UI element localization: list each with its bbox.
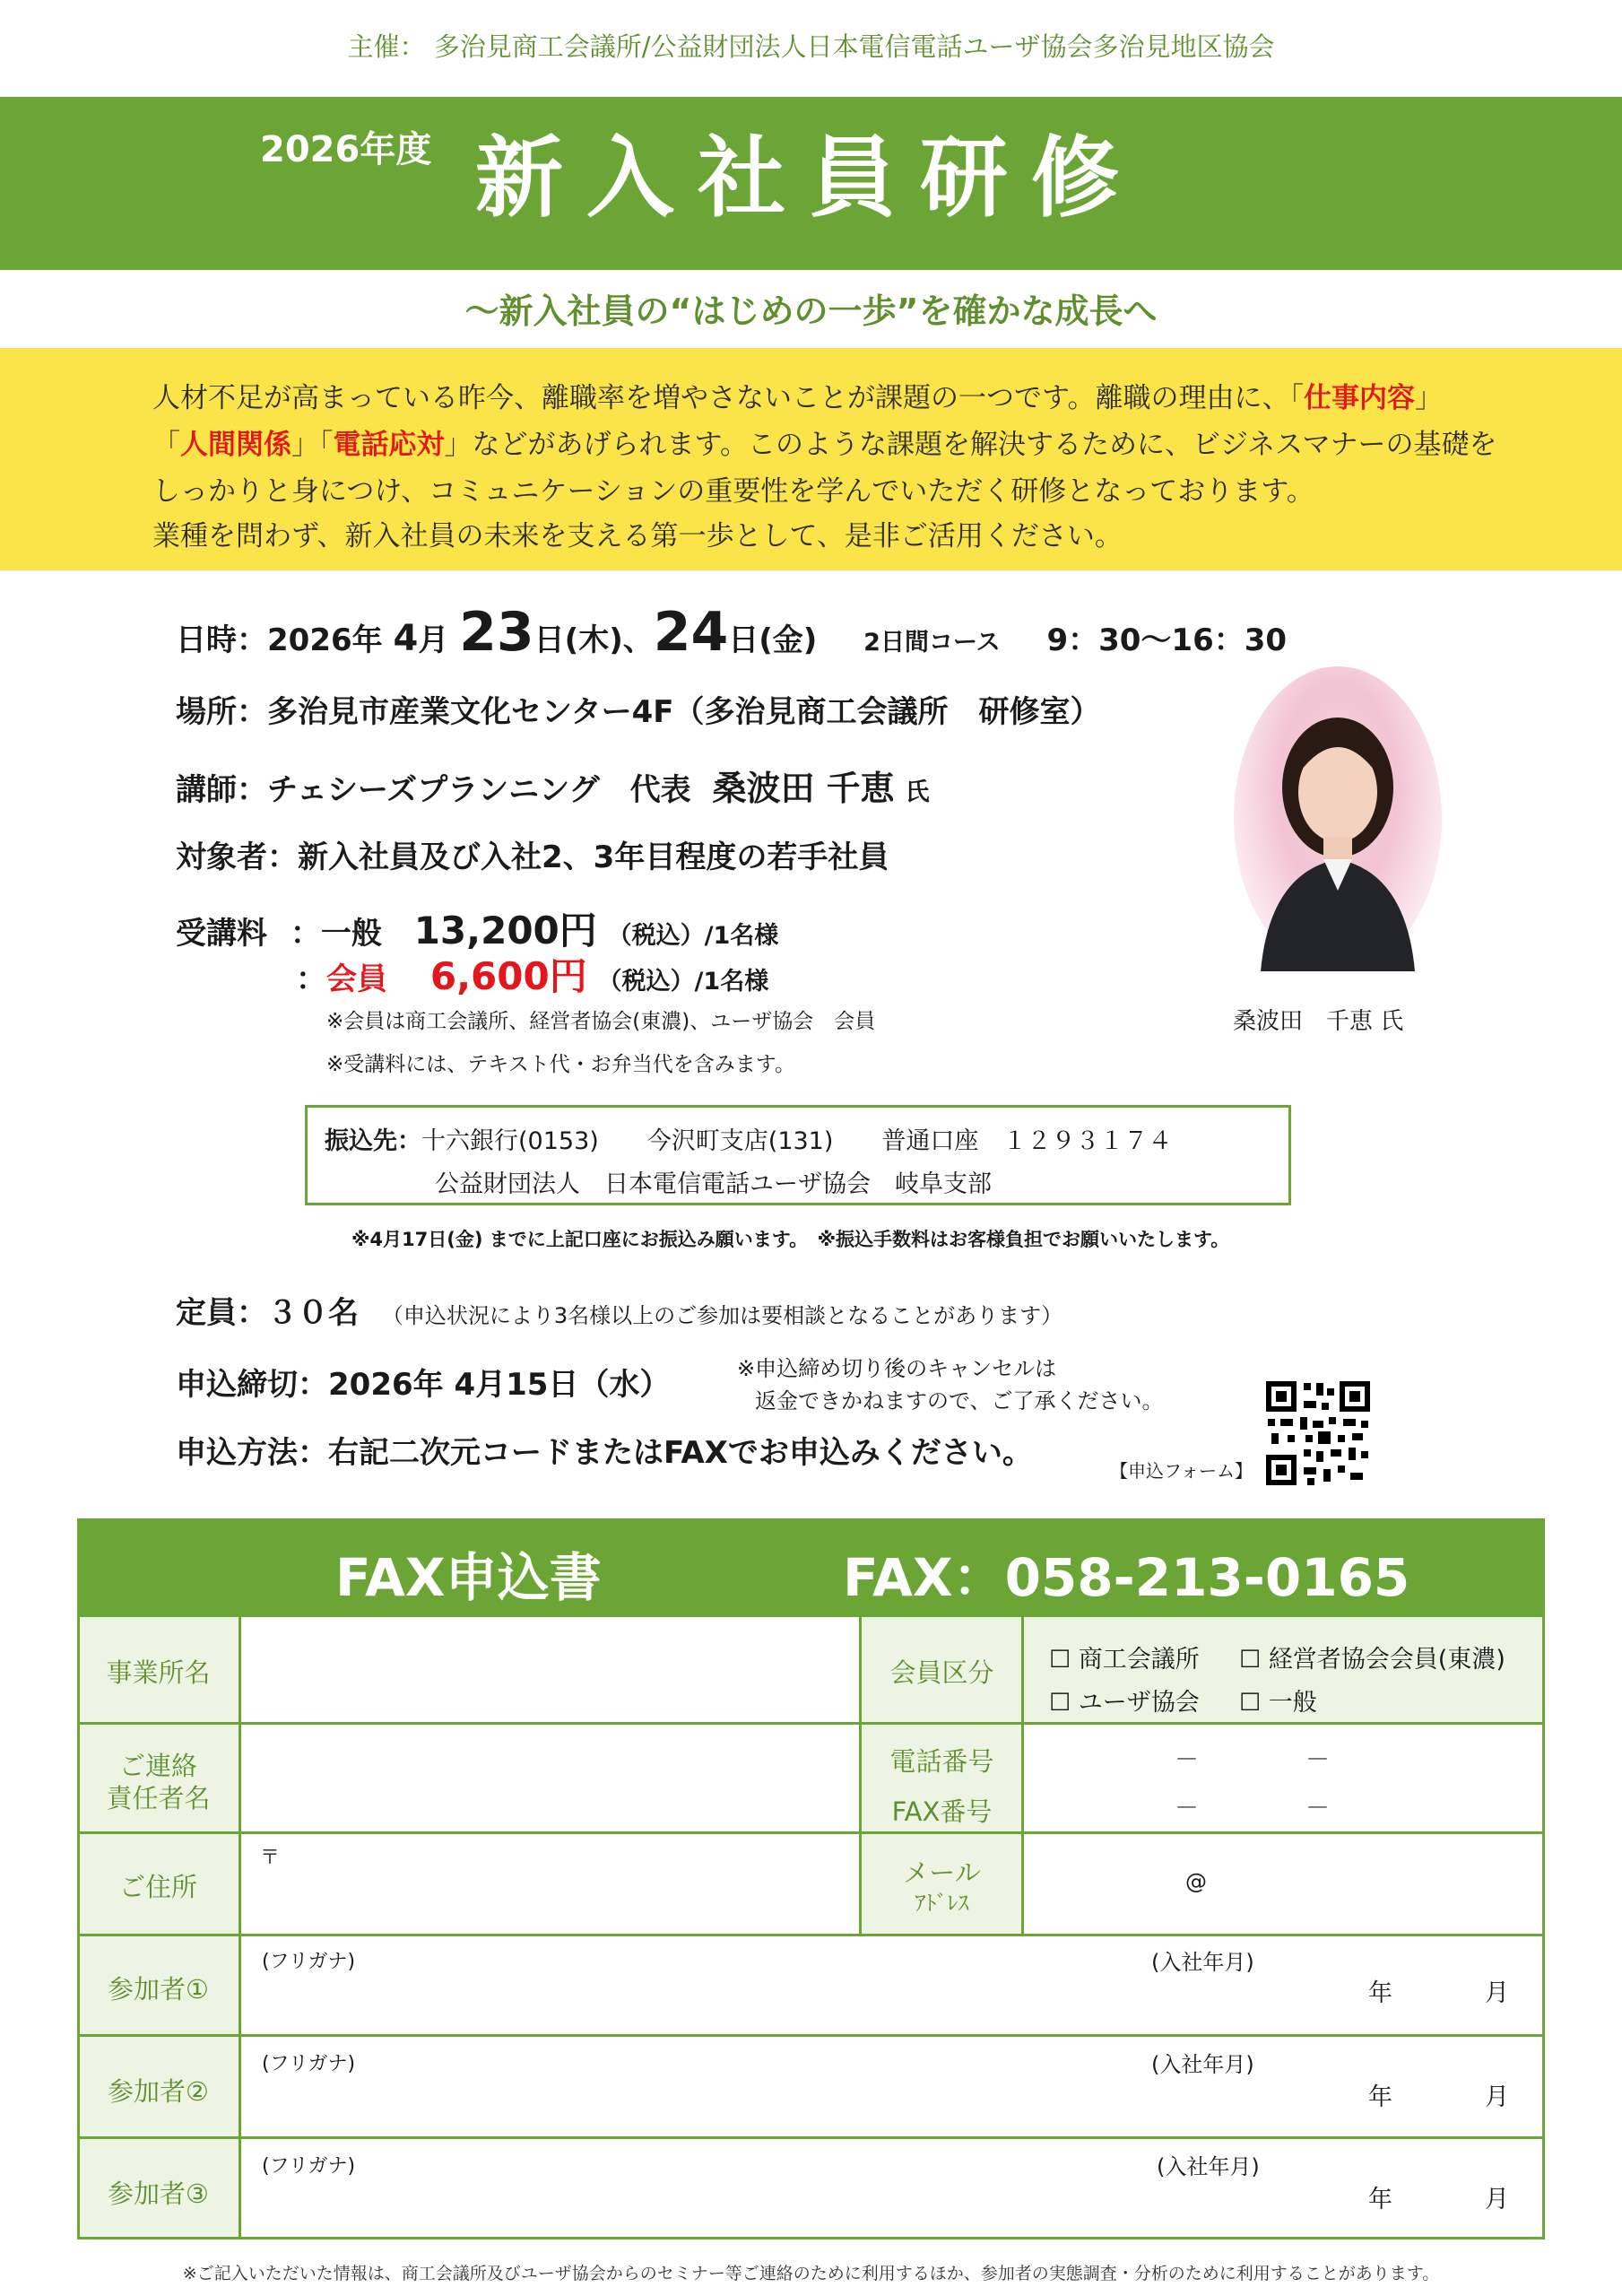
privacy-footer: ※ご記入いただいた情報は、商工会議所及びユーザ協会からのセミナー等ご連絡のために利用するほか、参加者の実態調査・分析のために利用することがあります。 bbox=[182, 2264, 1440, 2283]
fax-number: FAX：058-213-0165 bbox=[843, 1547, 1410, 1608]
method-line: 申込方法：右記二次元コードまたはFAXでお申込みください。 bbox=[176, 1435, 1033, 1471]
phone-label: 電話番号 bbox=[889, 1746, 994, 1777]
lecturer-name: 桑波田 千恵 bbox=[712, 769, 895, 808]
mail-label-1: メール bbox=[903, 1857, 981, 1888]
fee-label: 受講料 bbox=[176, 916, 267, 952]
form-divider bbox=[77, 2136, 1545, 2139]
bank-label: 振込先： bbox=[325, 1127, 421, 1155]
contact-label-1: ご連絡 bbox=[118, 1751, 197, 1781]
intro-text: 」「 bbox=[291, 429, 334, 461]
fee-note-1: ※会員は商工会議所、経営者協会(東濃)、ユーザ協会 会員 bbox=[326, 1010, 876, 1033]
page-title: 新入社員研修 bbox=[475, 127, 1143, 230]
qr-code-graphic bbox=[1264, 1379, 1372, 1487]
participant-1-label: 参加者① bbox=[108, 1974, 209, 2005]
bank-note: ※4月17日(金) までに上記口座にお振込み願います。 ※振込手数料はお客様負担でお願いいたします。 bbox=[351, 1229, 1230, 1250]
fee-member-price: 6,600円 bbox=[429, 954, 587, 998]
bank-account: 十六銀行(0153) 今沢町支店(131) 普通口座 １２９３１７４ bbox=[421, 1127, 1173, 1155]
fax-dash-2: － bbox=[1305, 1795, 1330, 1822]
month-unit: 月 bbox=[1485, 2186, 1509, 2213]
fax-form-title: FAX申込書 bbox=[335, 1547, 602, 1608]
fee-note-2: ※受講料には、テキスト代・お弁当代を含みます。 bbox=[326, 1053, 795, 1076]
checkbox-user-assoc[interactable]: ☐ ユーザ協会 bbox=[1049, 1689, 1200, 1717]
member-class-label: 会員区分 bbox=[889, 1657, 994, 1688]
fax-no-label: FAX番号 bbox=[891, 1796, 993, 1827]
intro-text: 人材不足が高まっている昨今、離職率を増やさないことが課題の一つです。離職の理由に、「 bbox=[152, 382, 1305, 414]
capacity-label: 定員：３０名 bbox=[176, 1295, 359, 1331]
qr-code-icon[interactable] bbox=[1264, 1379, 1372, 1487]
deadline-note-2: 返金できかねますので、ご了承ください。 bbox=[755, 1388, 1164, 1413]
intro-line-3: しっかりと身につけ、コミュニケーションの重要性を学んでいただく研修となっております。 bbox=[152, 475, 1314, 508]
lecturer-suffix: 氏 bbox=[905, 778, 930, 806]
year-unit: 年 bbox=[1368, 2186, 1392, 2213]
deadline-note-1: ※申込締め切り後のキャンセルは bbox=[737, 1356, 1057, 1381]
contact-name-field[interactable] bbox=[240, 1725, 859, 1831]
capacity-line bbox=[176, 1288, 1063, 1332]
form-divider bbox=[77, 2034, 1545, 2037]
highlight-phone: 電話応対 bbox=[333, 429, 445, 461]
portrait-illustration bbox=[1234, 666, 1442, 971]
address-label: ご住所 bbox=[118, 1872, 197, 1902]
course-length: 2日間コース bbox=[863, 629, 1001, 657]
time-range: 9：30～16：30 bbox=[1046, 622, 1288, 658]
fee-member-tax: （税込）/1名様 bbox=[597, 968, 769, 996]
fee-member-label: 会員 bbox=[326, 961, 387, 997]
at-mark: @ bbox=[1185, 1869, 1207, 1894]
participant-3-label: 参加者③ bbox=[108, 2179, 209, 2209]
fax-dash-1: － bbox=[1175, 1795, 1199, 1822]
phone-dash-1: － bbox=[1175, 1746, 1199, 1774]
target-line: 対象者：新入社員及び入社2、3年目程度の若手社員 bbox=[176, 839, 889, 875]
date-day-2-suffix: 日(金) bbox=[728, 622, 818, 658]
join-date-label: (入社年月) bbox=[1151, 1950, 1254, 1975]
office-label: 事業所名 bbox=[106, 1657, 211, 1688]
month-unit: 月 bbox=[1485, 1979, 1509, 2007]
deadline-line: 申込締切：2026年 4月15日（水） bbox=[176, 1367, 671, 1403]
date-day-1-suffix: 日(木)、 bbox=[533, 622, 654, 658]
join-date-label: (入社年月) bbox=[1157, 2154, 1260, 2179]
fee-general-tax: （税込）/1名様 bbox=[607, 922, 779, 950]
bank-line-2: 公益財団法人 日本電信電話ユーザ協会 岐阜支部 bbox=[435, 1170, 992, 1198]
checkbox-employers-assoc[interactable]: ☐ 経営者協会会員(東濃) bbox=[1239, 1646, 1505, 1674]
intro-text: 「 bbox=[152, 429, 180, 461]
furigana-label: (フリガナ) bbox=[262, 1951, 356, 1973]
contact-label-2: 責任者名 bbox=[106, 1783, 211, 1813]
place-line: 場所：多治見市産業文化センター4F（多治見商工会議所 研修室） bbox=[176, 694, 1101, 730]
postal-mark: 〒 bbox=[260, 1847, 281, 1869]
address-field[interactable] bbox=[240, 1834, 859, 1934]
highlight-relations: 人間関係 bbox=[180, 429, 291, 461]
mail-label-2: ｱﾄﾞﾚｽ bbox=[915, 1891, 969, 1916]
date-month: 4 bbox=[393, 618, 419, 659]
office-field[interactable] bbox=[240, 1617, 859, 1722]
date-line bbox=[176, 601, 1287, 664]
lecturer-line bbox=[176, 761, 930, 810]
checkbox-chamber[interactable]: ☐ 商工会議所 bbox=[1049, 1646, 1200, 1674]
intro-text: 」 bbox=[1415, 382, 1444, 414]
date-day-1: 23 bbox=[459, 601, 534, 664]
photo-caption: 桑波田 千恵 氏 bbox=[1233, 1008, 1404, 1035]
furigana-label: (フリガナ) bbox=[262, 2155, 356, 2178]
join-date-label: (入社年月) bbox=[1151, 2052, 1254, 2077]
intro-text: 」などがあげられます。このような課題を解決するために、ビジネスマナーの基礎を bbox=[444, 429, 1497, 461]
intro-line-2 bbox=[152, 422, 1496, 462]
date-day-2: 24 bbox=[653, 601, 729, 664]
subtitle: ～新入社員の“はじめの一歩”を確かな成長へ bbox=[464, 291, 1158, 331]
form-divider bbox=[77, 1934, 1545, 1936]
month-unit: 月 bbox=[1485, 2083, 1509, 2111]
person-photo-icon bbox=[1234, 666, 1442, 971]
qr-caption: 【申込フォーム】 bbox=[1110, 1460, 1253, 1482]
organizer: 主催： 多治見商工会議所/公益財団法人日本電信電話ユーザ協会多治見地区協会 bbox=[347, 31, 1275, 62]
fee-general-price: 13,200円 bbox=[413, 909, 597, 952]
date-label: 日時： bbox=[176, 622, 267, 658]
title-year: 2026年度 bbox=[260, 129, 432, 170]
fee-member-line bbox=[296, 947, 768, 1001]
fee-colon: ： bbox=[296, 961, 326, 997]
fee-general-label: ：一般 bbox=[290, 916, 382, 952]
intro-line-4: 業種を問わず、新入社員の未来を支える第一歩として、是非ご活用ください。 bbox=[152, 520, 1123, 552]
furigana-label: (フリガナ) bbox=[262, 2053, 356, 2075]
year-unit: 年 bbox=[1368, 1979, 1392, 2007]
checkbox-general[interactable]: ☐ 一般 bbox=[1239, 1689, 1317, 1717]
date-year: 2026年 bbox=[267, 622, 383, 658]
highlight-job: 仕事内容 bbox=[1304, 382, 1416, 414]
date-month-unit: 月 bbox=[418, 622, 449, 658]
bank-line-1 bbox=[325, 1121, 1172, 1156]
lecturer-label: 講師：チェシーズプランニング 代表 bbox=[176, 772, 691, 808]
participant-2-label: 参加者② bbox=[108, 2076, 209, 2107]
phone-dash-2: － bbox=[1305, 1746, 1330, 1774]
year-unit: 年 bbox=[1368, 2083, 1392, 2111]
intro-line-1 bbox=[152, 375, 1443, 415]
capacity-note: （申込状況により3名様以上のご参加は要相談となることがあります） bbox=[381, 1303, 1063, 1328]
